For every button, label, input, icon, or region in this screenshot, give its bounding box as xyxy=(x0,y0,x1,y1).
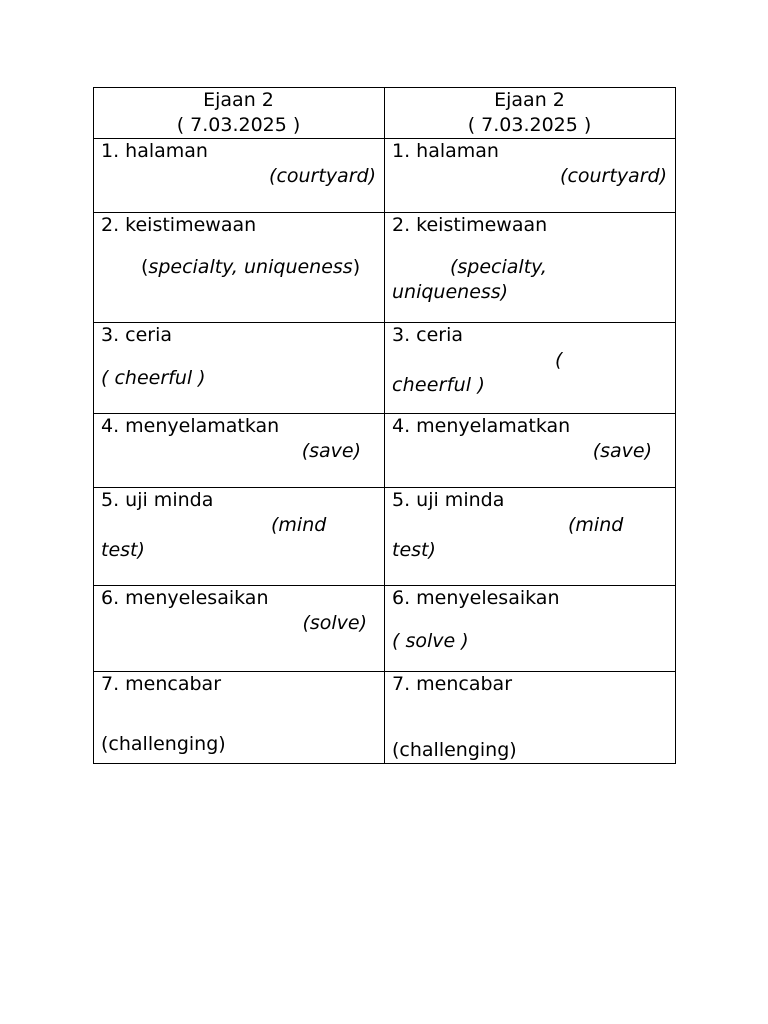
header-date: ( 7.03.2025 ) xyxy=(176,114,301,136)
word-text: 7. mencabar xyxy=(392,673,513,695)
meaning-italic: specialty, uniqueness xyxy=(148,256,353,278)
word-cell-right xyxy=(385,586,676,672)
word-cell-right xyxy=(385,672,676,764)
meaning-text: (save) xyxy=(592,440,652,462)
meaning-text: (challenging) xyxy=(101,733,226,755)
table-header-row xyxy=(94,88,676,139)
word-cell-right xyxy=(385,488,676,586)
word-text: 7. mencabar xyxy=(101,673,222,695)
word-text: 1. halaman xyxy=(101,140,208,162)
meaning-text: (courtyard) xyxy=(269,165,376,187)
meaning-close: ) xyxy=(352,256,361,278)
word-text: 5. uji minda xyxy=(101,489,214,511)
table-row xyxy=(94,586,676,672)
word-text: 3. ceria xyxy=(101,324,173,346)
word-cell-left xyxy=(94,213,385,323)
table-row xyxy=(94,323,676,414)
word-text: 6. menyelesaikan xyxy=(101,587,269,609)
meaning-text: (mind test) xyxy=(101,514,327,561)
meaning-text: ( cheerful ) xyxy=(101,367,206,389)
word-text: 6. menyelesaikan xyxy=(392,587,560,609)
word-text: 2. keistimewaan xyxy=(101,214,257,236)
word-cell-left xyxy=(94,414,385,488)
meaning-open: ( xyxy=(141,256,149,278)
meaning-text: (save) xyxy=(301,440,361,462)
word-text: 1. halaman xyxy=(392,140,499,162)
header-cell-left xyxy=(94,88,385,139)
word-text: 3. ceria xyxy=(392,324,464,346)
meaning-text: (mind test) xyxy=(392,514,624,561)
word-cell-left xyxy=(94,139,385,213)
word-cell-right xyxy=(385,323,676,414)
word-cell-right xyxy=(385,414,676,488)
word-cell-right xyxy=(385,139,676,213)
table-row xyxy=(94,213,676,323)
word-cell-right xyxy=(385,213,676,323)
table-row xyxy=(94,488,676,586)
header-title: Ejaan 2 xyxy=(203,89,274,111)
header-date: ( 7.03.2025 ) xyxy=(467,114,592,136)
meaning-text: ( solve ) xyxy=(392,630,469,652)
word-text: 2. keistimewaan xyxy=(392,214,548,236)
table-row xyxy=(94,672,676,764)
meaning-text: (courtyard) xyxy=(560,165,667,187)
header-title: Ejaan 2 xyxy=(494,89,565,111)
meaning-text xyxy=(101,255,376,280)
word-text: 4. menyelamatkan xyxy=(101,415,280,437)
header-cell-right xyxy=(385,88,676,139)
meaning-text: (challenging) xyxy=(392,739,517,761)
meaning-text: ( cheerful ) xyxy=(392,349,563,396)
meaning-text: (specialty, uniqueness) xyxy=(392,256,547,303)
table-row xyxy=(94,139,676,213)
table-row xyxy=(94,414,676,488)
word-cell-left xyxy=(94,488,385,586)
word-cell-left xyxy=(94,323,385,414)
spelling-table xyxy=(93,87,676,764)
meaning-text: (solve) xyxy=(302,612,367,634)
word-cell-left xyxy=(94,586,385,672)
word-text: 5. uji minda xyxy=(392,489,505,511)
word-cell-left xyxy=(94,672,385,764)
word-text: 4. menyelamatkan xyxy=(392,415,571,437)
